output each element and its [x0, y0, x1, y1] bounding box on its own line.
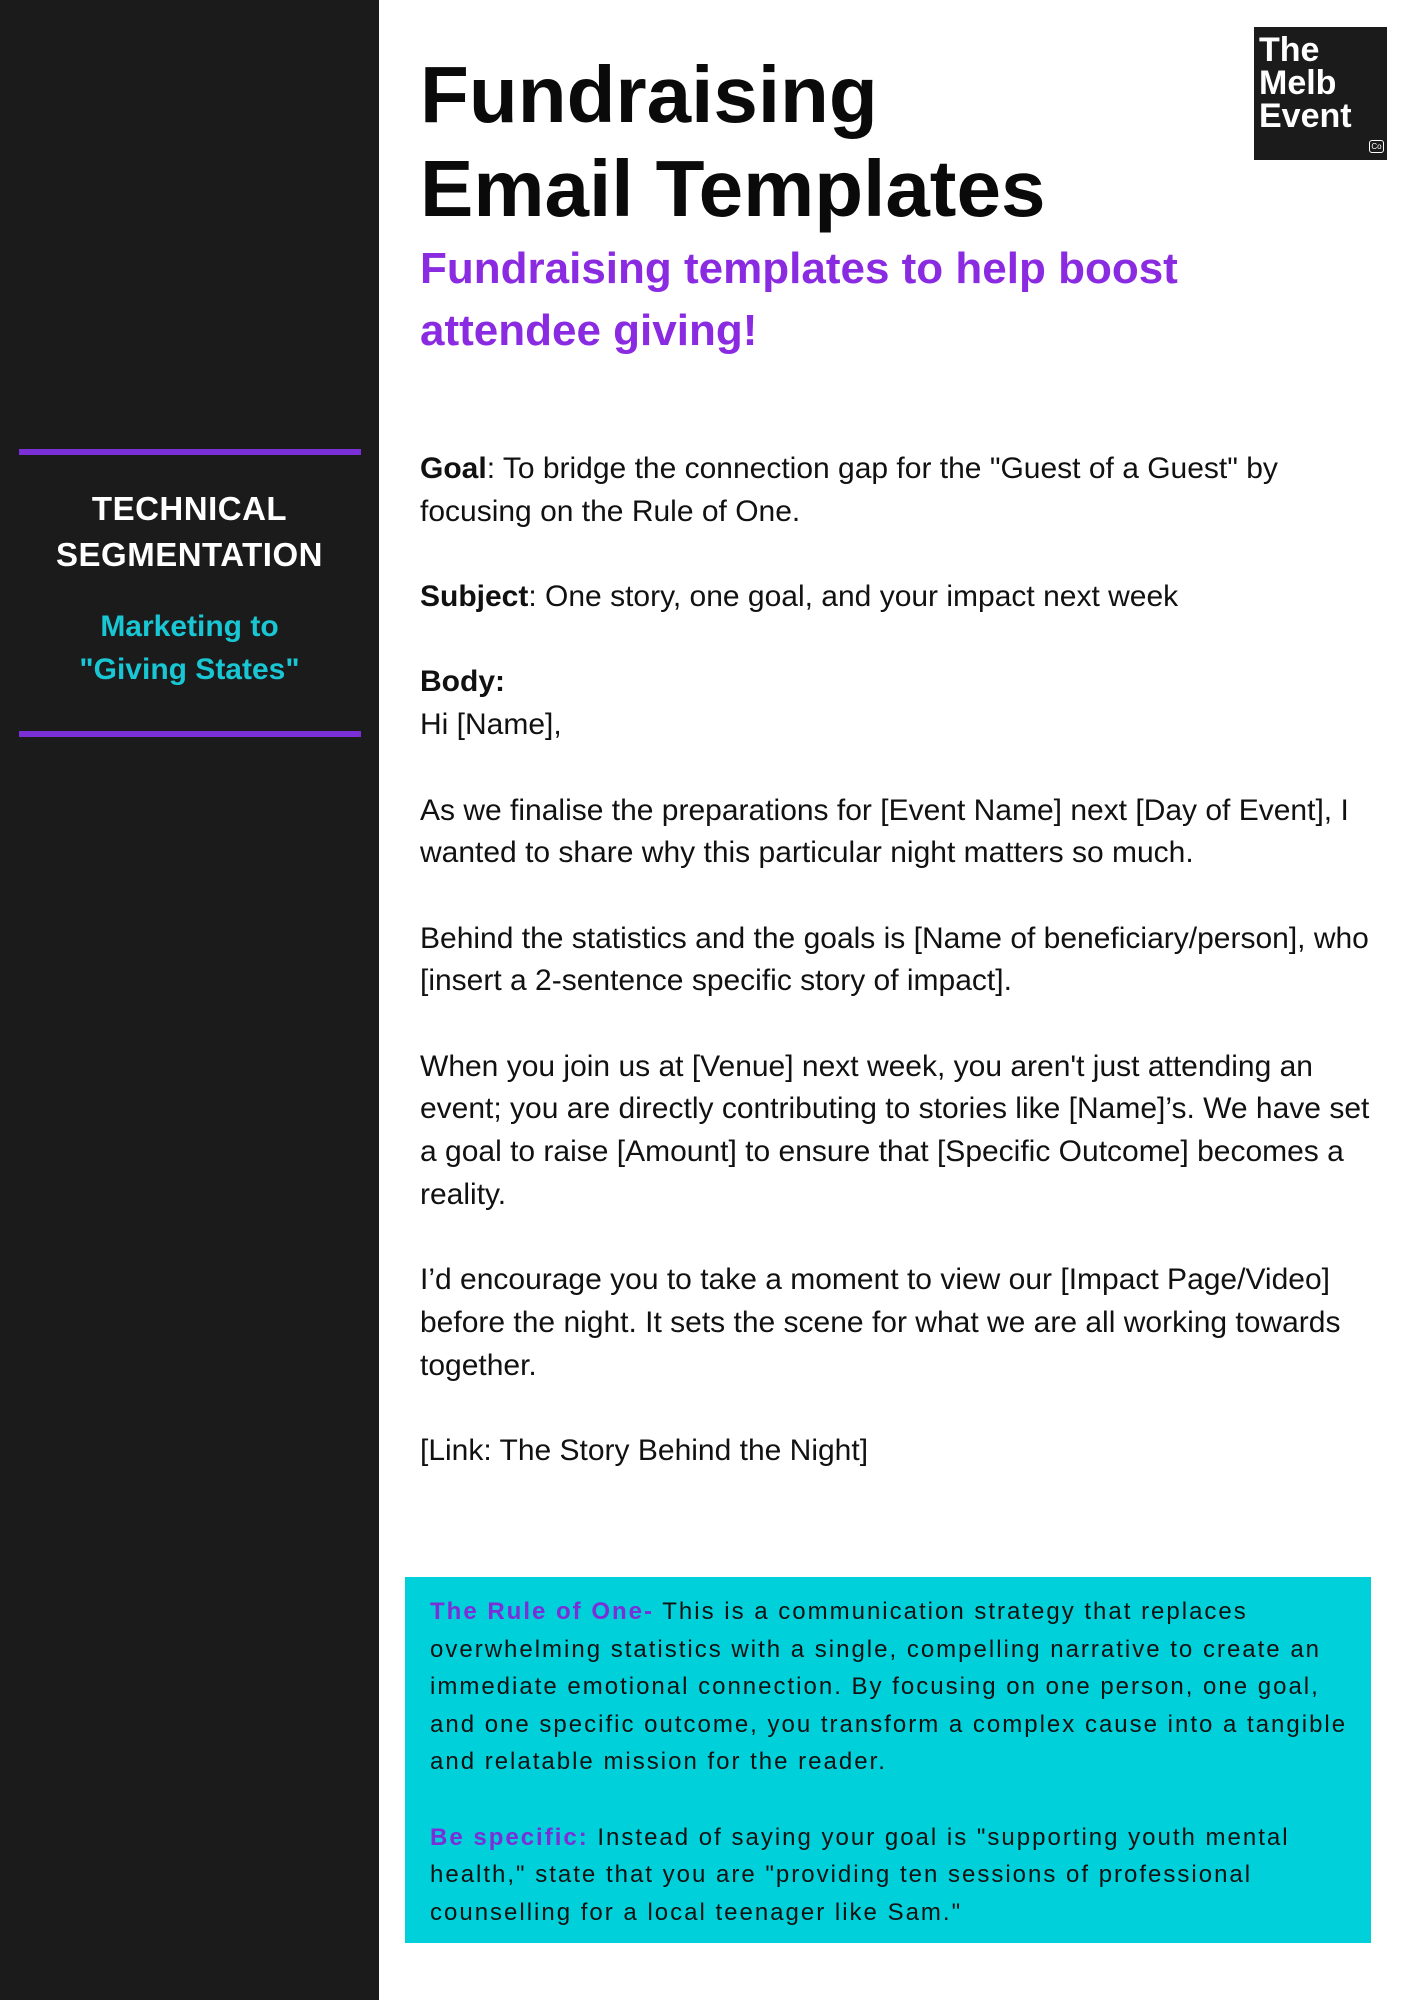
- logo-line1: The: [1259, 31, 1320, 69]
- sidebar-heading: [0, 486, 379, 578]
- subject-label: Subject: [420, 580, 529, 614]
- tip-rule-text: This is a communication strategy that replaces overwhelming statistics with a single, compelling narrative to create an immediate emotional connection. By focusing on one person, one goal, and one specific outcome, you transform a complex cause into a tangible and relatable mission for the reader.: [430, 1598, 1348, 1776]
- tip-rule-of-one: [430, 1593, 1360, 1781]
- email-template: [420, 448, 1380, 1473]
- greeting: Hi [Name],: [420, 708, 562, 742]
- sidebar: [0, 0, 379, 2000]
- goal-label: Goal: [420, 452, 487, 485]
- page-subtitle-line2: attendee giving!: [420, 306, 758, 355]
- sidebar-sub-line2: "Giving States": [79, 653, 300, 686]
- body-label: Body:: [420, 665, 505, 699]
- body-paragraph: When you join us at [Venue] next week, you aren't just attending an event; you are directly contributing to stories like [Name]’s. We have set a goal to raise [Amount] to ensure that [Specific Outcome] becomes a reality.: [420, 1049, 1370, 1211]
- sidebar-heading-line2: SEGMENTATION: [56, 536, 323, 573]
- logo-line2: Melb: [1259, 64, 1337, 102]
- subject-text: : One story, one goal, and your impact next week: [528, 580, 1179, 614]
- logo-wordmark: [1259, 31, 1384, 135]
- sidebar-bottom-divider: [19, 731, 361, 737]
- subject-line: [420, 576, 1380, 619]
- brand-logo: [1254, 27, 1387, 160]
- tip-box: [405, 1577, 1371, 1943]
- body-paragraph: Behind the statistics and the goals is [Name of beneficiary/person], who [insert a 2-sentence specific story of impact].: [420, 921, 1369, 998]
- sidebar-subheading: [0, 605, 379, 691]
- page-title: [420, 48, 1240, 236]
- page-subtitle-line1: Fundraising templates to help boost: [420, 244, 1178, 293]
- sidebar-sub-line1: Marketing to: [100, 610, 279, 643]
- sidebar-top-divider: [19, 449, 361, 455]
- logo-co-mark: Co: [1369, 140, 1384, 153]
- logo-line3: Event: [1259, 97, 1352, 135]
- tip-content: [430, 1593, 1360, 1969]
- body-paragraph: I’d encourage you to take a moment to view our [Impact Page/Video] before the night. It sets the scene for what we are all working towards together.: [420, 1263, 1341, 1382]
- tip-specific-label: Be specific:: [430, 1823, 589, 1851]
- tip-be-specific: [430, 1819, 1360, 1932]
- tip-rule-label: The Rule of One-: [430, 1598, 654, 1625]
- body-paragraph: As we finalise the preparations for [Event Name] next [Day of Event], I wanted to share why this particular night matters so much.: [420, 793, 1349, 870]
- goal-line: [420, 448, 1380, 533]
- sidebar-heading-line1: TECHNICAL: [91, 490, 288, 527]
- page-title-line1: Fundraising: [420, 50, 878, 139]
- tip-specific-text: Instead of saying your goal is "supporting youth mental health," state that you are "providing ten sessions of professional counselling for a local teenager like Sam.": [430, 1823, 1290, 1926]
- page-title-line2: Email Templates: [420, 144, 1046, 233]
- goal-text: : To bridge the connection gap for the "Guest of a Guest" by focusing on the Rule of One.: [420, 452, 1278, 528]
- page-subtitle: [420, 238, 1320, 362]
- body-block: [420, 661, 1380, 746]
- story-link: [Link: The Story Behind the Night]: [420, 1434, 869, 1468]
